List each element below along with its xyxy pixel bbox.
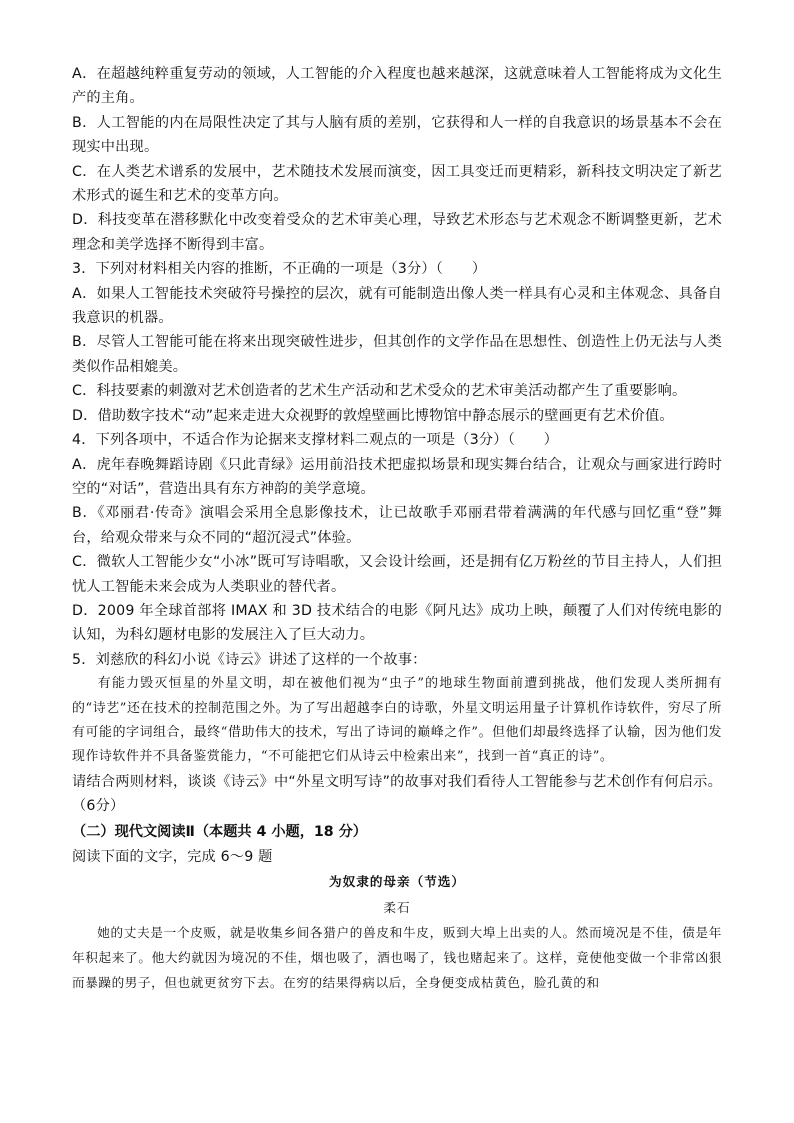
document-page — [72, 62, 722, 995]
question-stem: 5．刘慈欣的科幻小说《诗云》讲述了这样的一个故事： — [72, 651, 427, 668]
section-modern-reading-2 — [72, 819, 722, 996]
option-d: D．科技变革在潜移默化中改变着受众的艺术审美心理，导致艺术形态与艺术观念不断调整更新，艺术理念和美学选择不断得到丰富。 — [72, 212, 722, 253]
option-c: C．在人类艺术谱系的发展中，艺术随技术发展而演变，因工具变迁而更精彩，新科技文明决定了新艺术形式的诞生和艺术的变革方向。 — [72, 163, 722, 205]
option-b: B．尽管人工智能可能在将来出现突破性进步，但其创作的文学作品在思想性、创造性上仍无法与人类类似作品相媲美。 — [72, 334, 722, 375]
question-stem: 4．下列各项中，不适合作为论据来支撑材料二观点的一项是（3分）（ ） — [72, 432, 559, 449]
question-4 — [72, 428, 722, 648]
passage-author: 柔石 — [383, 900, 411, 915]
option-c: C．微软人工智能少女“小冰”既可写诗唱歌，又会设计绘画，还是拥有亿万粉丝的节目主持人，人们担忧人工智能未来会成为人类职业的替代者。 — [72, 554, 722, 595]
option-a: A．虎年春晚舞蹈诗剧《只此青绿》运用前沿技术把虚拟场景和现实舞台结合，让观众与画家进行跨时空的“对话”，营造出具有东方神韵的美学意境。 — [72, 456, 722, 497]
question-stem: 3．下列对材料相关内容的推断，不正确的一项是（3分）（ ） — [72, 261, 487, 278]
option-c: C．科技要素的刺激对艺术创造者的艺术生产活动和艺术受众的艺术审美活动都产生了重要影响。 — [72, 383, 687, 400]
option-a: A．如果人工智能技术突破符号操控的层次，就有可能制造出像人类一样具有心灵和主体观念、具备自我意识的机器。 — [72, 285, 722, 327]
option-d: D．2009 年全球首部将 IMAX 和 3D 技术结合的电影《阿凡达》成功上映，颠覆了人们对传统电影的认知，为科幻题材电影的发展注入了巨大动力。 — [72, 602, 722, 644]
question-prompt: 请结合两则材料，谈谈《诗云》中“外星文明写诗”的故事对我们看待人工智能参与艺术创作有何启示。（6分） — [72, 773, 722, 815]
option-b: B．《邓丽君·传奇》演唱会采用全息影像技术，让已故歌手邓丽君带着满满的年代感与回忆重“登”舞台，给观众带来与众不同的“超沉浸式”体验。 — [72, 505, 722, 546]
option-a: A．在超越纯粹重复劳动的领域，人工智能的介入程度也越来越深，这就意味着人工智能将成为文化生产的主角。 — [72, 66, 722, 107]
option-d: D．借助数字技术“动”起来走进大众视野的敦煌壁画比博物馆中静态展示的壁画更有艺术价值。 — [72, 407, 674, 424]
passage-title: 为奴隶的母亲（节选） — [329, 874, 465, 889]
question-2-options — [72, 62, 722, 257]
story-excerpt: 有能力毁灭恒星的外星文明，却在被他们视为“虫子”的地球生物面前遭到挑战，他们发现人类所拥有的“诗艺”还在技术的控制范围之外。为了写出超越李白的诗歌，外星文明运用量子计算机作诗软件，穷尽了所有可能的字词组合，最终“借助伟大的技术，写出了诗词的巅峰之作”。但他们却最终选择了认输，因为他们发现作诗软件并不具备鉴赏能力，“不可能把它们从诗云中检索出来”，找到一首“真正的诗”。 — [72, 676, 722, 765]
option-b: B．人工智能的内在局限性决定了其与人脑有质的差别，它获得和人一样的自我意识的场景基本不会在现实中出现。 — [72, 114, 722, 156]
question-5 — [72, 648, 722, 819]
section-instruction: 阅读下面的文字，完成 6～9 题 — [72, 848, 273, 865]
section-heading: （二）现代文阅读Ⅱ（本题共 4 小题，18 分） — [72, 823, 367, 840]
passage-body: 她的丈夫是一个皮贩，就是收集乡间各猎户的兽皮和牛皮，贩到大埠上出卖的人。然而境况是不佳，债是年年积起来了。他大约就因为境况的不佳，烟也吸了，酒也喝了，钱也赌起来了。这样，竟使他变做一个非常凶狠而暴躁的男子，但也就更贫穷下去。在穷的结果得病以后，全身便变成枯黄色，脸孔黄的和 — [72, 925, 722, 990]
question-3 — [72, 257, 722, 428]
